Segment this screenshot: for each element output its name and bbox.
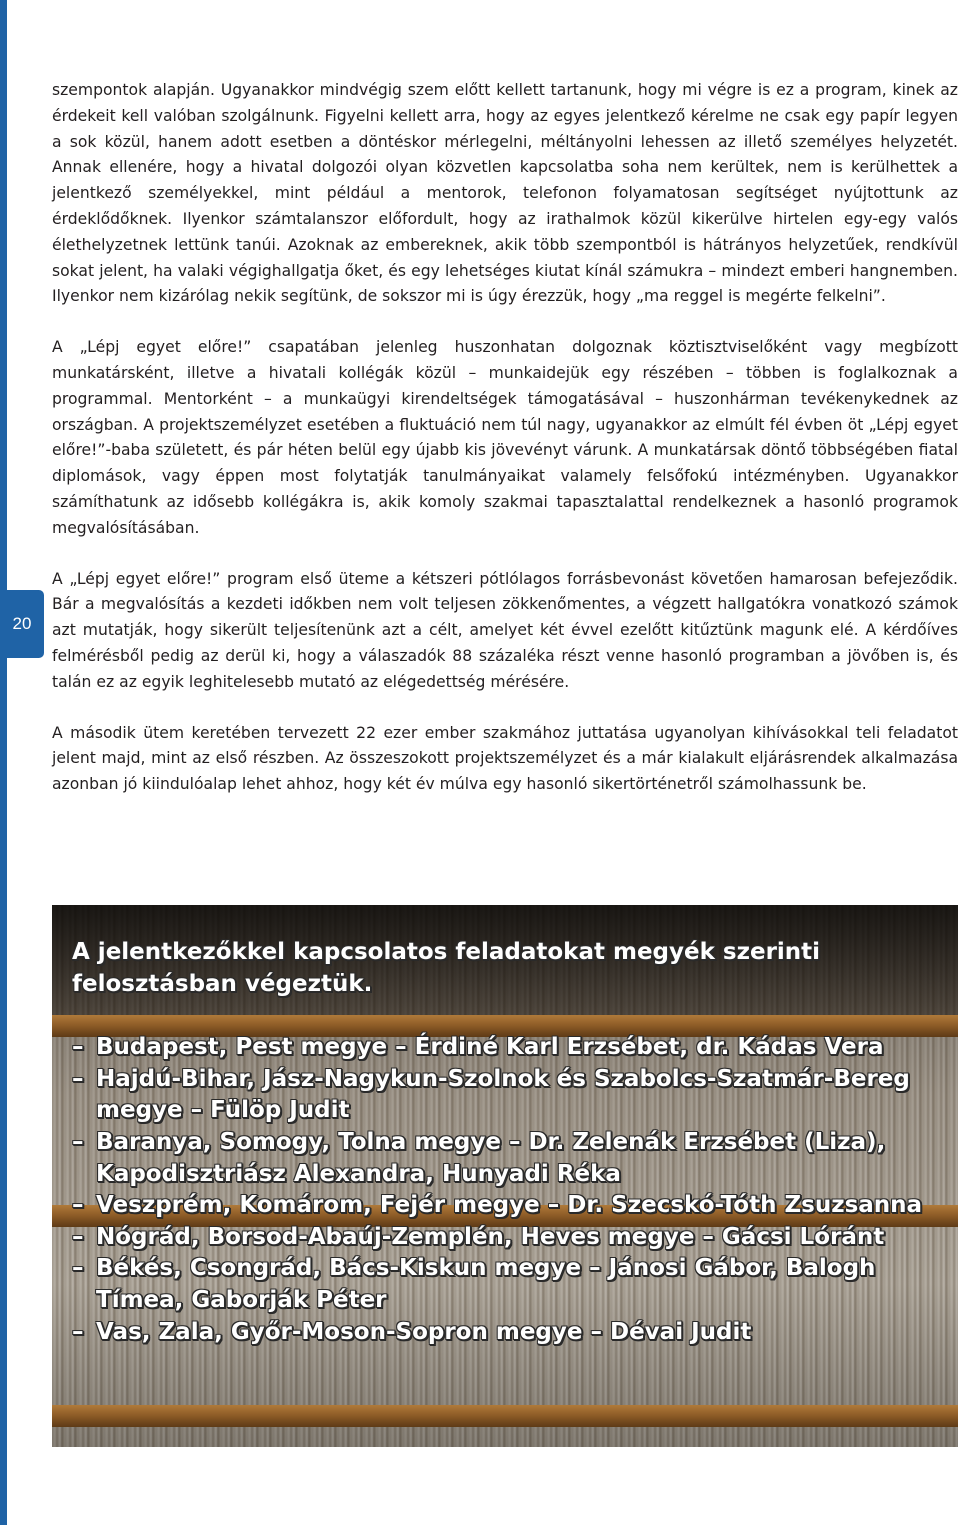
paragraph-2: A „Lépj egyet előre!” csapatában jelenleg huszonhatan dolgoznak köztisztviselőként vagy megbízott munkatársként, illetve a hivatali kollégák közül – munkaidejük egy részében – többen is foglalkoznak a programmal. Mentorként – a munkaügyi kirendeltségek támogatásával – huszonhárman tevékenykednek az országban. A projektszemélyzet esetében a fluktuáció nem túl nagy, ugyanakkor az elmúlt fél évben öt „Lépj egyet előre!”-baba született, és pár héten belül egy újabb kis jövevényt várunk. A munkatársak döntő többségében fiatal diplomások, vagy éppen most folytatják tanulmányaikat valamely felsőfokú intézményben. Ugyanakkor számíthatunk az idősebb kollégákra is, akik komoly szakmai tapasztalattal rendelkeznek a hasonló programok megvalósításában. <box>52 338 958 537</box>
list-item-text: Veszprém, Komárom, Fejér megye – Dr. Szecskó-Tóth Zsuzsanna <box>96 1192 923 1219</box>
archive-shelves-photo-box <box>52 905 958 1447</box>
list-item <box>72 1127 942 1190</box>
responsibilities-overlay <box>72 937 942 1348</box>
paragraph-1: szempontok alapján. Ugyanakkor mindvégig szem előtt kellett tartanunk, hogy mi végre is ez a program, kinek az érdekeit kell valóban szolgálnunk. Figyelni kellett arra, hogy az egyes jelentkező kérelme ne csak egy papír legyen a sok közül, hanem adott esetben a döntéskor mérlegelni, méltányolni lehessen az illető személyes helyzetét. Annak ellenére, hogy a hivatal dolgozói olyan közvetlen kapcsolatba soha nem kerültek, nem is kerülhettek a jelentkező személyekkel, mint például a mentorok, telefonon folyamatosan segítséget nyújtottunk az érdeklődőknek. Ilyenkor számtalanszor előfordult, hogy az irathalmok közül kikerülve hirtelen egy-egy valós élethelyzetnek lettünk tanúi. Azoknak az embereknek, akik több szempontból is hátrányos helyzetűek, rendkívül sokat jelent, ha valaki végighallgatja őket, és egy lehetséges kiutat kínál számukra – mindezt emberi hangnemben. Ilyenkor nem kizárólag nekik segítünk, de sokszor mi is úgy érezzük, hogy „ma reggel is megérte felkelni”. <box>52 81 958 306</box>
dash-bullet: – <box>72 1318 84 1345</box>
list-item-text: Budapest, Pest megye – Érdiné Karl Erzsébet, dr. Kádas Vera <box>96 1034 884 1061</box>
region-list <box>72 1032 942 1348</box>
list-item <box>72 1253 942 1316</box>
dash-bullet: – <box>72 1192 84 1219</box>
dash-bullet: – <box>72 1223 84 1250</box>
list-item-text: Nógrád, Borsod-Abaúj-Zemplén, Heves megye – Gácsi Lóránt <box>96 1223 885 1250</box>
dash-bullet: – <box>72 1128 84 1155</box>
list-item <box>72 1222 942 1254</box>
page-number-tab <box>0 590 44 658</box>
dash-bullet: – <box>72 1034 84 1061</box>
paragraph-3: A „Lépj egyet előre!” program első üteme a kétszeri pótlólagos forrásbevonást követően hamarosan befejeződik. Bár a megvalósítás a kezdeti időkben nem volt teljesen zökkenőmentes, a végzett hallgatókra vonatkozó számok azt mutatják, hogy sikerült teljesítenünk azt a célt, amelyet két évvel ezelőtt kitűztünk magunk elé. A kérdőíves felmérésből pedig az derül ki, hogy a válaszadók 88 százaléka részt venne hasonló programban a jövőben is, és talán ez az egyik leghitelesebb mutató az elégedettség mérésére. <box>52 569 958 691</box>
list-item-text: Vas, Zala, Győr-Moson-Sopron megye – Dévai Judit <box>96 1318 752 1345</box>
article-text <box>52 78 958 823</box>
list-item-text: Hajdú-Bihar, Jász-Nagykun-Szolnok és Szabolcs-Szatmár-Bereg megye – Fülöp Judit <box>96 1065 910 1124</box>
left-edge-bar <box>0 0 7 1525</box>
dash-bullet: – <box>72 1255 84 1282</box>
shelf-board <box>52 1405 958 1427</box>
list-item <box>72 1032 942 1064</box>
list-item <box>72 1317 942 1349</box>
list-item-text: Baranya, Somogy, Tolna megye – Dr. Zelenák Erzsébet (Liza), Kapodisztriász Alexandra, Hunyadi Réka <box>96 1128 886 1187</box>
box-heading: A jelentkezőkkel kapcsolatos feladatokat megyék szerinti felosztásban végeztük. <box>72 939 821 997</box>
paragraph-4: A második ütem keretében tervezett 22 ezer ember szakmához juttatása ugyanolyan kihívásokkal teli feladatot jelent majd, mint az első részben. Az összeszokott projektszemélyzet és a már kialakult eljárásrendek alkalmazása azonban jó kiindulóalap lehet ahhoz, hogy két év múlva egy hasonló sikertörténetről számolhassunk be. <box>52 723 958 794</box>
dash-bullet: – <box>72 1065 84 1092</box>
list-item <box>72 1064 942 1127</box>
list-item-text: Békés, Csongrád, Bács-Kiskun megye – Jánosi Gábor, Balogh Tímea, Gaborják Péter <box>96 1255 876 1313</box>
list-item <box>72 1190 942 1222</box>
page-number: 20 <box>12 614 32 633</box>
